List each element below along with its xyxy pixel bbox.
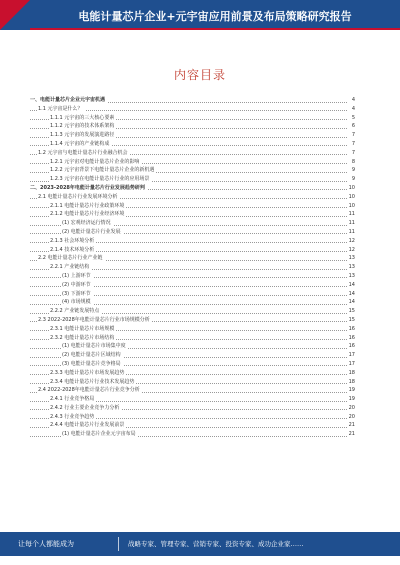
toc-page-number: 12	[348, 237, 355, 244]
toc-entry-text: 1.2 元宇宙与电能计量芯片行业融合机会	[38, 149, 128, 156]
toc-page-number: 4	[347, 105, 355, 114]
toc-entry-text: 2.3.2 电能计量芯片市场结构	[50, 334, 115, 341]
toc-page-number: 14	[348, 290, 355, 297]
toc-page-number: 7	[347, 131, 355, 140]
toc-entry-text: (1) 电能计量芯片企业元宇宙布局	[62, 431, 136, 438]
toc-entry[interactable]	[30, 237, 355, 246]
toc-page-number: 11	[348, 228, 355, 235]
toc-page-number: 11	[348, 220, 355, 227]
toc-entry[interactable]	[30, 290, 355, 299]
footer-slogan: 让每个人都能成为	[18, 540, 74, 548]
toc-entry-text: (1) 电能计量芯片市场集中度	[62, 343, 126, 350]
toc-entry[interactable]	[30, 272, 355, 281]
toc-entry-text: 1.1.1 元宇宙的三大核心要素	[50, 114, 115, 121]
toc-entry[interactable]	[30, 316, 355, 325]
toc-entry-text: (2) 中游环节	[62, 281, 91, 288]
toc-page-number: 17	[348, 352, 355, 359]
toc-page-number: 11	[348, 211, 355, 218]
toc-page-number: 10	[348, 202, 355, 209]
toc-page-number: 18	[348, 378, 355, 385]
toc-heading: 内容目录	[173, 68, 226, 82]
toc-entry-text: 1.2.2 元宇宙背景下电能计量芯片企业的新机遇	[50, 167, 155, 174]
report-footer	[0, 532, 400, 556]
toc-entry-text: 2.1.2 电能计量芯片行业经济环境	[50, 211, 125, 218]
toc-page-number: 13	[348, 255, 355, 262]
toc-entry-text: (2) 电能计量芯片区域结构	[62, 352, 121, 359]
toc-entry[interactable]	[30, 307, 355, 316]
toc-page-number: 4	[347, 96, 355, 105]
toc-page-number: 20	[348, 404, 355, 411]
toc-page-number: 7	[347, 140, 355, 149]
toc-entry[interactable]	[30, 404, 355, 413]
toc-entry-text: 2.4.4 电能计量芯片行业发展前景	[50, 422, 125, 429]
toc-entry-text: 2.4.3 行业竞争趋势	[50, 413, 95, 420]
toc-entry-text: (2) 电能计量芯片行业发展	[62, 228, 121, 235]
report-header	[0, 0, 400, 30]
toc-page-number: 21	[348, 422, 355, 429]
toc-entry[interactable]	[30, 228, 355, 237]
footer-tagline: 战略专家、管理专家、营销专家、投资专家、成功企业家……	[128, 540, 304, 548]
toc-entry-text: 2.3.3 电能计量芯片市场发展趋势	[50, 369, 125, 376]
toc-page-number: 21	[348, 431, 355, 438]
toc-entry[interactable]	[30, 421, 355, 430]
footer-divider	[118, 537, 119, 551]
toc-entry[interactable]	[30, 131, 355, 140]
toc-entry-text: 1.1.2 元宇宙的技术体系架构	[50, 123, 115, 130]
toc-entry[interactable]	[30, 149, 355, 158]
toc-entry-text: 2.2.2 产业链发展特点	[50, 308, 100, 315]
toc-page-number: 17	[348, 360, 355, 367]
toc-entry-text: (3) 电能计量芯片竞争格局	[62, 360, 121, 367]
toc-page-number: 19	[348, 396, 355, 403]
toc-entry-text: 1.1.3 元宇宙的发展演进路径	[50, 132, 115, 139]
toc-entry[interactable]	[30, 360, 355, 369]
toc-page-number: 16	[348, 325, 355, 332]
toc-entry[interactable]	[30, 413, 355, 422]
toc-entry-text: 2.1.1 电能计量芯片行业政策环境	[50, 202, 125, 209]
toc-entry[interactable]	[30, 263, 355, 272]
toc-entry-text: 2.1.3 社会环境分析	[50, 237, 95, 244]
toc-entry[interactable]	[30, 369, 355, 378]
toc-entry[interactable]	[30, 378, 355, 387]
toc-entry-text: 一、电能计量芯片企业元宇宙机遇	[30, 97, 106, 103]
toc-entry[interactable]	[30, 140, 355, 149]
toc-entry-text: 2.2 电能计量芯片行业产业链	[38, 255, 103, 262]
toc-page-number: 9	[347, 166, 355, 175]
toc-page-number: 18	[348, 369, 355, 376]
toc-entry-text: 二、2023-2028年电能计量芯片行业发展趋势研判	[30, 184, 145, 191]
toc-entry-text: (4) 市场规模	[62, 299, 91, 306]
toc-entry-text: 1.1 元宇宙是什么？	[38, 105, 83, 112]
toc-entry-text: 2.4 2022-2028年电能计量芯片行业竞争分析	[38, 387, 140, 394]
toc-entry-text: 2.4.1 行业竞争格局	[50, 396, 95, 403]
toc-page-number: 5	[347, 114, 355, 123]
toc-entry-text: 1.2.1 元宇宙对电能计量芯片企业的影响	[50, 158, 140, 165]
toc-entry-text: 2.2.1 产业链结构	[50, 264, 90, 271]
toc-entry[interactable]	[30, 114, 355, 123]
toc-entry[interactable]	[30, 342, 355, 351]
toc-entry[interactable]	[30, 202, 355, 211]
toc-entry[interactable]	[30, 193, 355, 202]
toc-entry-text: (1) 上游环节	[62, 272, 91, 279]
toc-entry[interactable]	[30, 96, 355, 105]
toc-entry[interactable]	[30, 105, 355, 114]
toc-entry[interactable]	[30, 166, 355, 175]
toc-entry[interactable]	[30, 184, 355, 193]
toc-entry[interactable]	[30, 158, 355, 167]
header-red-corner	[0, 0, 30, 30]
toc-page-number: 12	[348, 246, 355, 253]
table-of-contents	[30, 96, 355, 439]
toc-page-number: 14	[348, 281, 355, 288]
toc-page-number: 14	[348, 299, 355, 306]
toc-entry[interactable]	[30, 210, 355, 219]
toc-page-number: 20	[348, 413, 355, 420]
toc-entry-text: 2.1 电能计量芯片行业发展环境分析	[38, 193, 118, 200]
toc-entry[interactable]	[30, 281, 355, 290]
toc-page-number: 13	[348, 264, 355, 271]
toc-entry[interactable]	[30, 395, 355, 404]
toc-entry[interactable]	[30, 122, 355, 131]
toc-entry-text: 2.1.4 技术环境分析	[50, 246, 95, 253]
header-underline	[30, 28, 400, 30]
toc-entry[interactable]	[30, 351, 355, 360]
toc-entry[interactable]	[30, 334, 355, 343]
toc-entry-text: 1.2.3 元宇宙在电能计量芯片行业的应用场景	[50, 176, 150, 183]
toc-entry[interactable]	[30, 246, 355, 255]
toc-entry-text: 2.3.4 电能计量芯片行业技术发展趋势	[50, 378, 135, 385]
toc-entry[interactable]	[30, 430, 355, 439]
toc-page-number: 16	[348, 334, 355, 341]
toc-page-number: 16	[348, 343, 355, 350]
toc-entry-text: 1.1.4 元宇宙的产业链构成	[50, 140, 110, 147]
toc-entry-text: 2.4.2 行业主要企业竞争力分析	[50, 404, 120, 411]
toc-page-number: 6	[347, 122, 355, 131]
toc-entry-text: 2.3.1 电能计量芯片市场规模	[50, 325, 115, 332]
toc-entry[interactable]	[30, 254, 355, 263]
toc-page-number: 8	[347, 158, 355, 167]
toc-page-number: 19	[348, 387, 355, 394]
toc-entry[interactable]	[30, 298, 355, 307]
toc-page-number: 15	[348, 308, 355, 315]
toc-page-number: 10	[348, 184, 355, 191]
toc-page-number: 15	[348, 316, 355, 323]
toc-page-number: 9	[347, 175, 355, 184]
toc-entry-text: (3) 下游环节	[62, 290, 91, 297]
toc-entry[interactable]	[30, 175, 355, 184]
toc-entry[interactable]	[30, 386, 355, 395]
toc-page-number: 7	[347, 149, 355, 158]
toc-entry[interactable]	[30, 325, 355, 334]
toc-entry-text: (1) 宏观经济运行情况	[62, 220, 111, 227]
report-title: 电能计量芯片企业+元宇宙应用前景及布局策略研究报告	[78, 10, 352, 23]
toc-page-number: 10	[348, 193, 355, 200]
toc-entry[interactable]	[30, 219, 355, 228]
toc-page-number: 13	[348, 272, 355, 279]
toc-entry-text: 2.3 2022-2028年电能计量芯片行业市场规模分析	[38, 316, 150, 323]
